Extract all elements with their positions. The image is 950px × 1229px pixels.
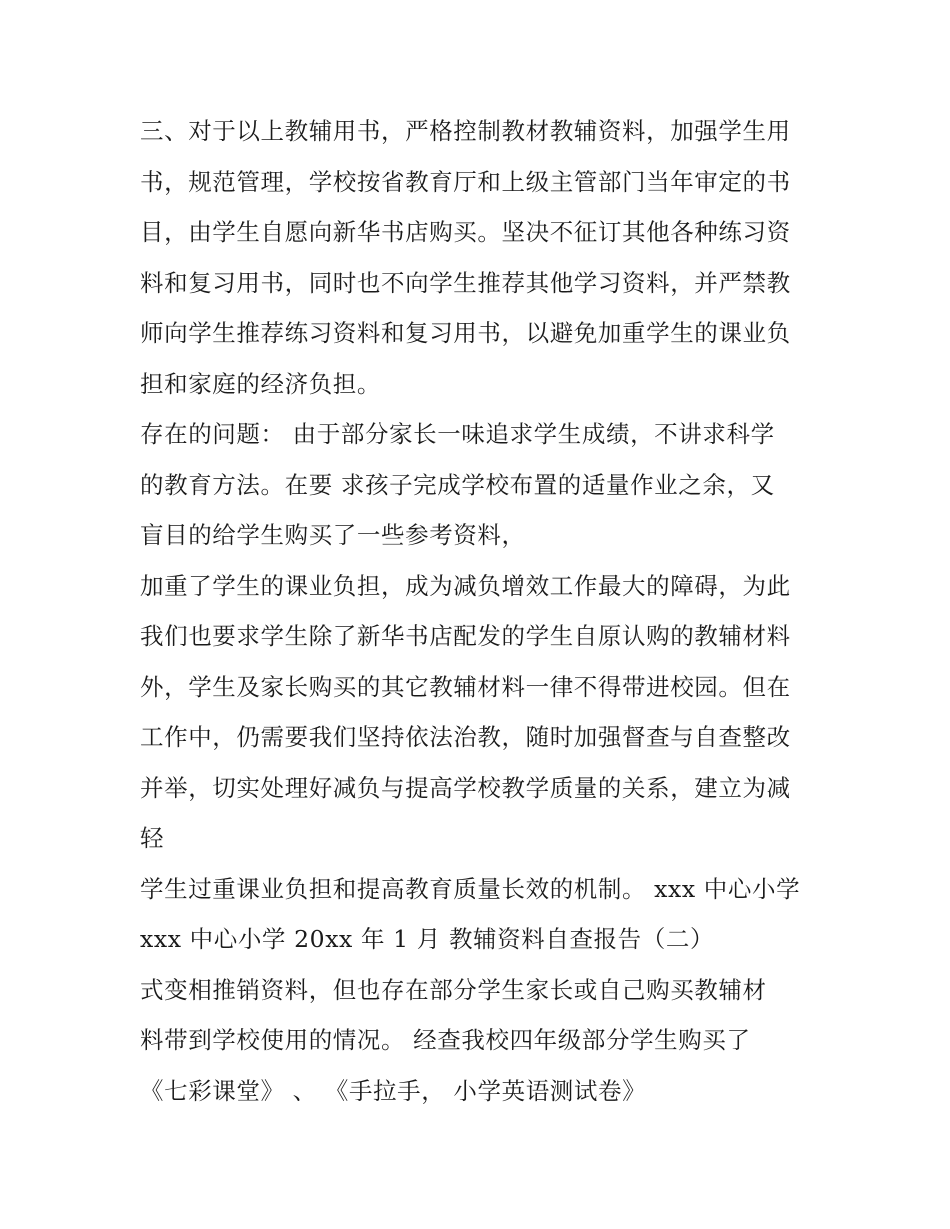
text-line: 我们也要求学生除了新华书店配发的学生自原认购的教辅材料 [140,622,791,650]
text-line: 书，规范管理，学校按省教育厅和上级主管部门当年审定的书 [140,167,791,196]
text-line: 轻 [140,824,165,852]
text-line: 加重了学生的课业负担，成为减负增效工作最大的障碍，为此 [140,571,791,600]
text-line: 存在的问题： 由于部分家长一味追求学生成绩，不讲求科学 [140,420,775,448]
text-line: 盲目的给学生购买了一些参考资料， [140,521,526,549]
text-line: 料和复习用书，同时也不向学生推荐其他学习资料，并严禁教 [140,268,791,297]
text-line: 学生过重课业负担和提高教育质量长效的机制。 xxx 中心小学 [140,874,801,903]
text-line: 式变相推销资料，但也存在部分学生家长或自己购买教辅材 [140,975,767,1004]
text-line: 《七彩课堂》 、 《手拉手， 小学英语测试卷》 [140,1076,647,1105]
document-body [140,106,820,1116]
text-line: 工作中，仍需要我们坚持依法治教，随时加强督查与自查整改 [140,723,791,751]
text-line: xxx 中心小学 20xx 年 1 月 教辅资料自查报告（二） [140,925,715,953]
text-line: 师向学生推荐练习资料和复习用书，以避免加重学生的课业负 [140,319,791,347]
text-line: 料带到学校使用的情况。 经查我校四年级部分学生购买了 [140,1026,751,1054]
text-line: 目，由学生自愿向新华书店购买。坚决不征订其他各种练习资 [140,218,791,246]
text-line: 外，学生及家长购买的其它教辅材料一律不得带进校园。但在 [140,672,791,701]
text-line: 担和家庭的经济负担。 [140,369,381,398]
text-line: 的教育方法。在要 求孩子完成学校布置的适量作业之余，又 [140,470,775,499]
text-line: 并举，切实处理好减负与提高学校教学质量的关系，建立为减 [140,773,791,802]
text-line: 三、对于以上教辅用书，严格控制教材教辅资料，加强学生用 [140,117,791,145]
